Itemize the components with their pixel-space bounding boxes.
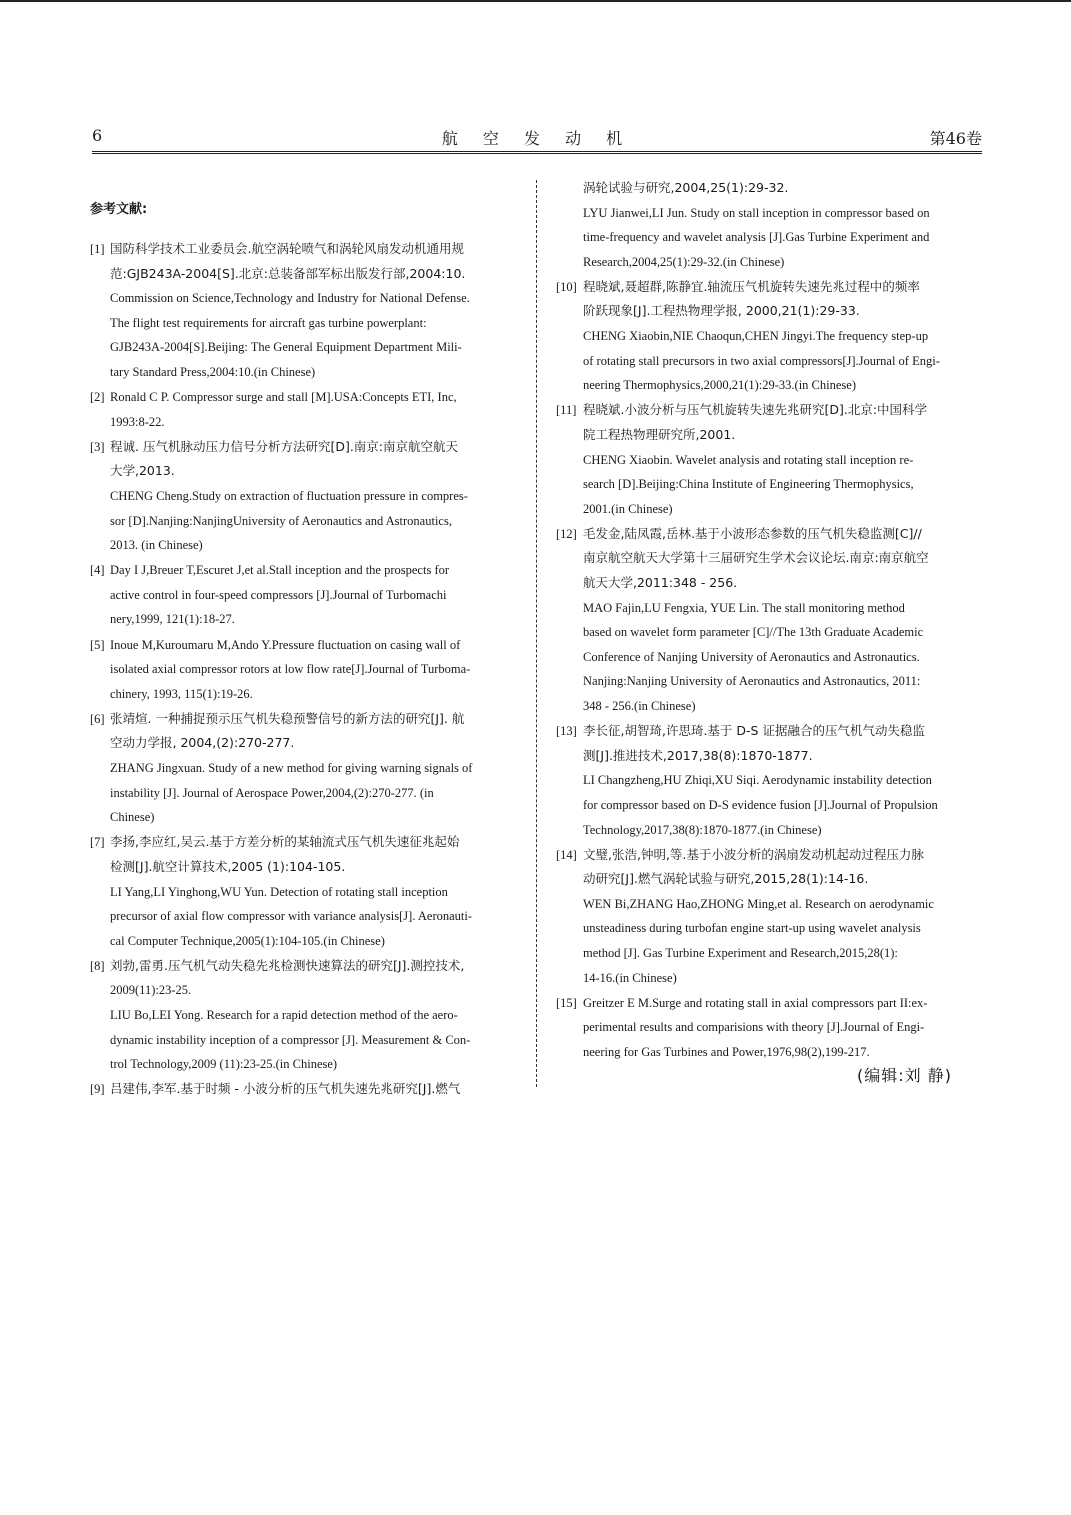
reference-item xyxy=(556,991,983,1065)
reference-line: Inoue M,Kuroumaru M,Ando Y.Pressure fluctuation on casing wall of xyxy=(110,637,461,652)
reference-number: [9] xyxy=(90,1082,105,1097)
reference-line: WEN Bi,ZHANG Hao,ZHONG Ming,et al. Research on aerodynamic xyxy=(583,896,934,911)
reference-line: 空动力学报, 2004,(2):270-277. xyxy=(110,735,295,751)
volume-label: 第46卷 xyxy=(929,129,982,148)
reference-line: Nanjing:Nanjing University of Aeronautics and Astronautics, 2011: xyxy=(583,674,921,689)
reference-line: Chinese) xyxy=(110,810,155,825)
reference-line: 测[J].推进技术,2017,38(8):1870-1877. xyxy=(583,747,813,763)
reference-line: instability [J]. Journal of Aerospace Power,2004,(2):270-277. (in xyxy=(110,785,434,800)
reference-line: ZHANG Jingxuan. Study of a new method for giving warning signals of xyxy=(110,761,473,776)
reference-item xyxy=(90,707,516,830)
reference-item xyxy=(90,385,516,434)
reference-line: 动研究[J].燃气涡轮试验与研究,2015,28(1):14-16. xyxy=(583,871,869,887)
reference-line: Research,2004,25(1):29-32.(in Chinese) xyxy=(583,254,785,269)
reference-line: 张靖煊. 一种捕捉预示压气机失稳预警信号的新方法的研究[J]. 航 xyxy=(110,710,465,726)
reference-line: cal Computer Technique,2005(1):104-105.(in Chinese) xyxy=(110,933,385,948)
reference-item xyxy=(90,1077,516,1102)
reference-line: 毛发金,陆凤霞,岳林.基于小波形态参数的压气机失稳监测[C]// xyxy=(583,525,922,541)
reference-line: LYU Jianwei,LI Jun. Study on stall inception in compressor based on xyxy=(583,205,930,220)
reference-item xyxy=(556,398,983,521)
reference-line: 程晓斌.小波分析与压气机旋转失速先兆研究[D].北京:中国科学 xyxy=(583,402,928,418)
reference-line: 吕建伟,李军.基于时频 - 小波分析的压气机失速先兆研究[J].燃气 xyxy=(110,1081,461,1097)
reference-line: 南京航空航天大学第十三届研究生学术会议论坛.南京:南京航空 xyxy=(583,550,929,566)
reference-number: [7] xyxy=(90,835,105,850)
reference-item xyxy=(556,843,983,991)
reference-line: The flight test requirements for aircraft gas turbine powerplant: xyxy=(110,315,427,330)
reference-line: time-frequency and wavelet analysis [J].Gas Turbine Experiment and xyxy=(583,230,930,245)
reference-line: trol Technology,2009 (11):23-25.(in Chinese) xyxy=(110,1057,338,1072)
running-header xyxy=(92,126,982,148)
reference-line: of rotating stall precursors in two axial compressors[J].Journal of Engi- xyxy=(583,353,940,368)
reference-line: CHENG Cheng.Study on extraction of fluctuation pressure in compres- xyxy=(110,488,468,503)
reference-item xyxy=(556,522,983,719)
reference-line: 大学,2013. xyxy=(110,463,175,479)
reference-number: [3] xyxy=(90,439,105,454)
reference-line: tary Standard Press,2004:10.(in Chinese) xyxy=(110,364,316,379)
reference-line: precursor of axial flow compressor with variance analysis[J]. Aeronauti- xyxy=(110,909,473,924)
reference-item xyxy=(556,275,983,398)
reference-line: 348 - 256.(in Chinese) xyxy=(583,699,696,714)
reference-line: 程晓斌,聂超群,陈静宜.轴流压气机旋转失速先兆过程中的频率 xyxy=(583,278,920,294)
reference-line: nery,1999, 121(1):18-27. xyxy=(110,612,235,627)
reference-line: dynamic instability inception of a compressor [J]. Measurement & Con- xyxy=(110,1032,471,1047)
reference-item xyxy=(90,237,516,385)
reference-line: neering for Gas Turbines and Power,1976,98(2),199-217. xyxy=(583,1044,870,1059)
reference-line: 李长征,胡智琦,许思琦.基于 D-S 证据融合的压气机气动失稳监 xyxy=(583,723,925,739)
reference-number: [6] xyxy=(90,711,105,726)
reference-line: LI Changzheng,HU Zhiqi,XU Siqi. Aerodynamic instability detection xyxy=(583,773,932,788)
column-divider xyxy=(536,180,537,1087)
reference-item xyxy=(90,558,516,632)
reference-line: 院工程热物理研究所,2001. xyxy=(583,426,736,442)
reference-line: active control in four-speed compressors [J].Journal of Turbomachi xyxy=(110,587,447,602)
reference-line: 2013. (in Chinese) xyxy=(110,538,203,553)
reference-line: LI Yang,LI Yinghong,WU Yun. Detection of rotating stall inception xyxy=(110,884,448,899)
reference-line: 程诚. 压气机脉动压力信号分析方法研究[D].南京:南京航空航天 xyxy=(110,438,459,454)
reference-line: Technology,2017,38(8):1870-1877.(in Chinese) xyxy=(583,822,822,837)
reference-line: perimental results and comparisions with theory [J].Journal of Engi- xyxy=(583,1020,925,1035)
reference-line: method [J]. Gas Turbine Experiment and Research,2015,28(1): xyxy=(583,946,898,961)
reference-line: chinery, 1993, 115(1):19-26. xyxy=(110,686,253,701)
reference-line: 1993:8-22. xyxy=(110,414,165,429)
reference-line: 14-16.(in Chinese) xyxy=(583,970,677,985)
reference-line: neering Thermophysics,2000,21(1):29-33.(in Chinese) xyxy=(583,378,856,393)
reference-line: 检测[J].航空计算技术,2005 (1):104-105. xyxy=(110,858,346,874)
reference-line: Conference of Nanjing University of Aeronautics and Astronautics. xyxy=(583,649,920,664)
reference-item xyxy=(90,954,516,1077)
header-rule xyxy=(92,151,982,154)
reference-number: [12] xyxy=(556,526,577,541)
reference-number: [2] xyxy=(90,390,105,405)
reference-number: [4] xyxy=(90,563,105,578)
reference-line: 涡轮试验与研究,2004,25(1):29-32. xyxy=(583,180,789,195)
top-border-rule xyxy=(0,0,1071,2)
reference-line: 2009(11):23-25. xyxy=(110,983,192,998)
reference-item xyxy=(556,176,983,274)
reference-number: [15] xyxy=(556,995,577,1010)
reference-line: 2001.(in Chinese) xyxy=(583,501,673,516)
reference-line: isolated axial compressor rotors at low flow rate[J].Journal of Turboma- xyxy=(110,662,471,677)
reference-line: LIU Bo,LEI Yong. Research for a rapid detection method of the aero- xyxy=(110,1008,458,1023)
reference-item xyxy=(90,435,516,558)
reference-number: [5] xyxy=(90,637,105,652)
reference-line: unsteadiness during turbofan engine start-up using wavelet analysis xyxy=(583,921,921,936)
reference-number: [1] xyxy=(90,242,105,256)
reference-number: [14] xyxy=(556,847,577,862)
reference-line: Commission on Science,Technology and Industry for National Defense. xyxy=(110,291,470,306)
reference-line: 国防科学技术工业委员会.航空涡轮喷气和涡轮风扇发动机通用规 xyxy=(110,241,464,256)
reference-item xyxy=(556,719,983,842)
reference-line: Day I J,Breuer T,Escuret J,et al.Stall inception and the prospects for xyxy=(110,563,450,578)
editor-credit: (编辑:刘 静) xyxy=(857,1066,952,1085)
reference-number: [11] xyxy=(556,403,577,418)
reference-line: 航天大学,2011:348 - 256. xyxy=(583,575,738,591)
reference-line: sor [D].Nanjing:NanjingUniversity of Aeronautics and Astronautics, xyxy=(110,513,452,528)
reference-line: GJB243A-2004[S].Beijing: The General Equipment Department Mili- xyxy=(110,340,462,355)
reference-item xyxy=(90,633,516,707)
reference-line: Greitzer E M.Surge and rotating stall in axial compressors part II:ex- xyxy=(583,995,928,1010)
references-heading: 参考文献: xyxy=(90,202,148,217)
reference-line: CHENG Xiaobin. Wavelet analysis and rotating stall inception re- xyxy=(583,452,914,467)
reference-line: search [D].Beijing:China Institute of Engineering Thermophysics, xyxy=(583,477,914,492)
journal-title: 航 空 发 动 机 xyxy=(441,129,633,148)
reference-line: CHENG Xiaobin,NIE Chaoqun,CHEN Jingyi.The frequency step-up xyxy=(583,329,929,344)
reference-line: 刘勃,雷勇.压气机气动失稳先兆检测快速算法的研究[J].测控技术, xyxy=(110,957,465,973)
reference-line: 范:GJB243A-2004[S].北京:总装备部军标出版发行部,2004:10. xyxy=(110,265,466,281)
reference-line: 阶跃现象[J].工程热物理学报, 2000,21(1):29-33. xyxy=(583,303,860,319)
reference-line: 李扬,李应红,吴云.基于方差分析的某轴流式压气机失速征兆起始 xyxy=(110,834,460,850)
reference-line: 文璧,张浩,钟明,等.基于小波分析的涡扇发动机起动过程压力脉 xyxy=(583,846,924,862)
reference-number: [10] xyxy=(556,279,577,294)
page-number: 6 xyxy=(92,126,103,145)
reference-line: based on wavelet form parameter [C]//The 13th Graduate Academic xyxy=(583,625,924,640)
reference-line: Ronald C P. Compressor surge and stall [M].USA:Concepts ETI, Inc, xyxy=(110,390,457,405)
reference-number: [8] xyxy=(90,958,105,973)
reference-item xyxy=(90,830,516,953)
reference-number: [13] xyxy=(556,724,577,739)
reference-line: MAO Fajin,LU Fengxia, YUE Lin. The stall monitoring method xyxy=(583,600,905,615)
reference-line: for compressor based on D-S evidence fusion [J].Journal of Propulsion xyxy=(583,797,938,812)
